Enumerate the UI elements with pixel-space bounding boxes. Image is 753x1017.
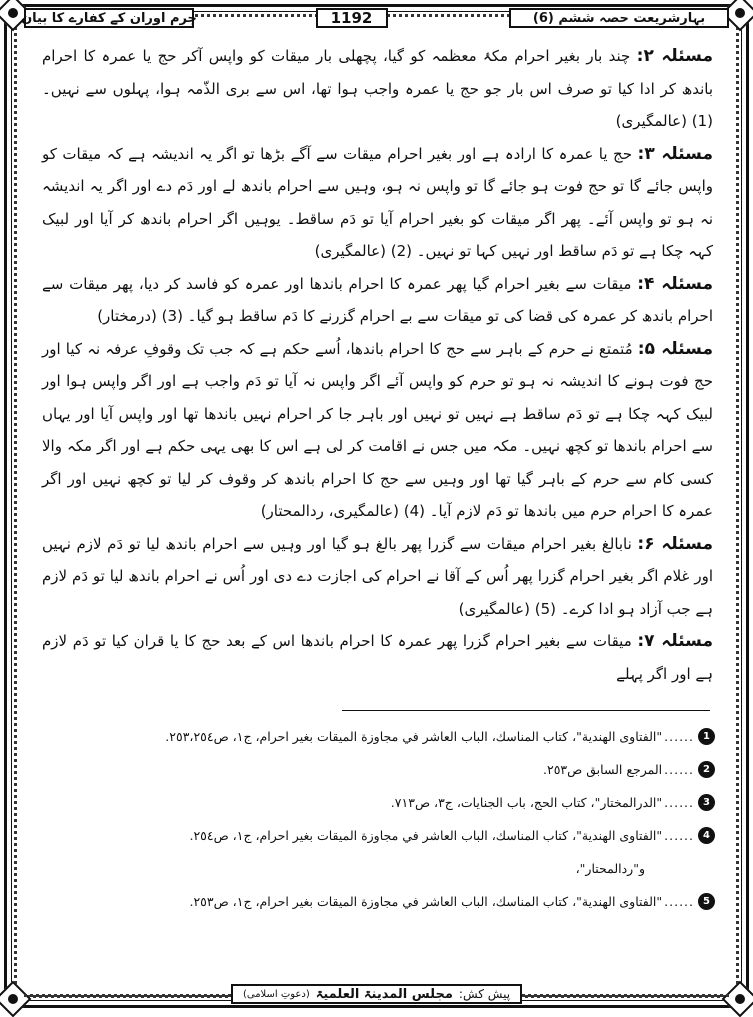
publisher-subtitle: (دعوتِ اسلامی)	[242, 988, 310, 1000]
publisher-box	[231, 984, 522, 1004]
main-text	[42, 40, 714, 683]
page-number: 1192	[316, 8, 388, 28]
masala-text: میقات سے بغیر احرام گزرا پھر عمرہ کا احرام باندھا اس کے بعد حج کا یا قران کیا تو دَم لازم ہے اور اگر پہلے	[42, 632, 713, 683]
presented-by-label: پیش کش:	[458, 987, 511, 1001]
masala-label: مسئلہ ۲:	[636, 46, 713, 66]
footnote-dots: ......	[664, 729, 694, 744]
footnote-dots: ......	[664, 762, 694, 777]
footnote-2	[42, 753, 715, 786]
masala-label: مسئلہ ۴:	[637, 273, 713, 294]
masala-label: مسئلہ ۷:	[637, 631, 713, 651]
masala-2	[42, 40, 713, 138]
footnote-1	[42, 720, 715, 753]
masala-label: مسئلہ ۵:	[637, 338, 713, 359]
footnote-text: "الفتاوى الهندية"، كتاب المناسك، الباب العاشر في مجاوزة الميقات بغير احرام، ج١، ص٢٥٣.	[189, 894, 663, 909]
masala-3	[42, 138, 713, 268]
chapter-title: جرم اوران کے کفارے کا بیان	[24, 8, 194, 28]
masala-text: نابالغ بغیر احرام میقات سے گزرا پھر بالغ ہو گیا اور وہیں سے احرام باندھ لیا تو دَم لازم نہیں اور غلام اگر بغیر احرام گزرا پھر اُس کے آقا نے احرام کی اجازت دے دی اور اُس نے احرام باندھ لیا تو دَم لازم ہے جب آزاد ہو ادا کرے۔ (5) (عالمگیری)	[42, 534, 713, 618]
footnote-number: 2	[698, 761, 715, 778]
footnote-dots: ......	[664, 894, 694, 909]
footnote-number: 1	[698, 728, 715, 745]
footnotes	[42, 720, 715, 918]
footnote-separator	[342, 710, 710, 711]
footnote-dots: ......	[664, 828, 694, 843]
page-header	[21, 6, 729, 30]
footnote-text: "الفتاوى الهندية"، كتاب المناسك، الباب العاشر في مجاوزة الميقات بغير احرام، ج١، ص٢٥٤.	[189, 828, 663, 843]
footnote-text: المرجع السابق ص٢٥٣.	[543, 762, 663, 777]
page-footer	[24, 982, 729, 1006]
footnote-dots: ......	[664, 795, 694, 810]
masala-5	[42, 333, 713, 528]
footnote-5	[42, 885, 715, 918]
masala-6	[42, 528, 713, 626]
masala-7	[42, 625, 713, 690]
footnote-number: 3	[698, 794, 715, 811]
publisher-name: مجلس المدینۃ العلمیۃ	[315, 986, 453, 1002]
masala-4	[42, 268, 713, 333]
footnote-4	[42, 819, 715, 852]
footnote-number: 4	[698, 827, 715, 844]
footnote-3	[42, 786, 715, 819]
book-title: بہارِشریعت حصہ ششم (6)	[509, 8, 729, 28]
masala-label: مسئلہ ۶:	[637, 533, 713, 554]
footnote-text: و"ردالمحتار"،	[575, 861, 645, 876]
footnote-number: 5	[698, 893, 715, 910]
footnote-text: "الفتاوى الهندية"، كتاب المناسك، الباب العاشر في مجاوزة الميقات بغير احرام، ج١، ص٢٥٣،٢٥٤.	[165, 729, 663, 744]
masala-text: حج یا عمرہ کا ارادہ ہے اور بغیر احرام میقات سے آگے بڑھا تو اگر یہ اندیشہ ہے کہ میقات کو واپس جائے گا تو حج فوت ہو جائے گا تو واپس نہ ہو، وہیں سے احرام باندھ لے اور دَم دے اور اگر یہ اندیشہ نہ ہو تو واپس آئے۔ پھر اگر میقات کو بغیر احرام آیا تو دَم ساقط۔ یوہیں اگر احرام باندھ کر آیا اور لبیک کہہ چکا ہے تو دَم ساقط اور نہیں کہا تو نہیں۔ (2) (عالمگیری)	[42, 144, 713, 260]
footnote-text: "الدرالمختار"، كتاب الحج، باب الجنايات، ج٣، ص٧١٣.	[390, 795, 663, 810]
masala-label: مسئلہ ۳:	[637, 143, 714, 164]
masala-text: مُتمتع نے حرم کے باہر سے حج کا احرام باندھا، اُسے حکم ہے کہ جب تک وقوفِ عرفہ نہ کیا اور حج فوت ہونے کا اندیشہ نہ ہو تو حرم کو واپس آئے اگر واپس نہ آیا تو دَم واجب ہے اور اگر واپس ہوا اور لبیک کہہ چکا ہے تو دَم ساقط ہے نہیں تو نہیں اور باہر جا کر احرام نہیں باندھا تھا اور واپس آیا اور یہاں سے احرام باندھا تو کچھ نہیں۔ مکہ میں جس نے اقامت کر لی ہے اس کا بھی یہی حکم ہے اور اگر مکہ والا کسی کام سے حرم کے باہر گیا تھا اور وہیں سے حج کا احرام باندھ کر وقوف کر لیا تو کچھ نہیں اور اگر عمرہ کا احرام حرم میں باندھا تو دَم لازم آیا۔ (4) (عالمگیری، ردالمحتار)	[42, 339, 713, 520]
masala-text: میقات سے بغیر احرام گیا پھر عمرہ کا احرام باندھا اور عمرہ کو فاسد کر دیا، پھر میقات سے احرام باندھ کر عمرہ کی قضا کی تو میقات سے بے احرام گزرنے کا دَم ساقط ہو گیا۔ (3) (درمختار)	[42, 274, 713, 325]
masala-text: چند بار بغیر احرام مکۂ معظمہ کو گیا، پچھلی بار میقات کو واپس آکر حج یا عمرہ کا احرام باندھ کر ادا کیا تو صرف اس بار جو حج یا عمرہ واجب ہوا تھا، اس سے بری الذّمہ ہوا، پہلوں سے نہیں۔ (1) (عالمگیری)	[42, 47, 713, 130]
footnote-4-continuation	[42, 852, 715, 885]
